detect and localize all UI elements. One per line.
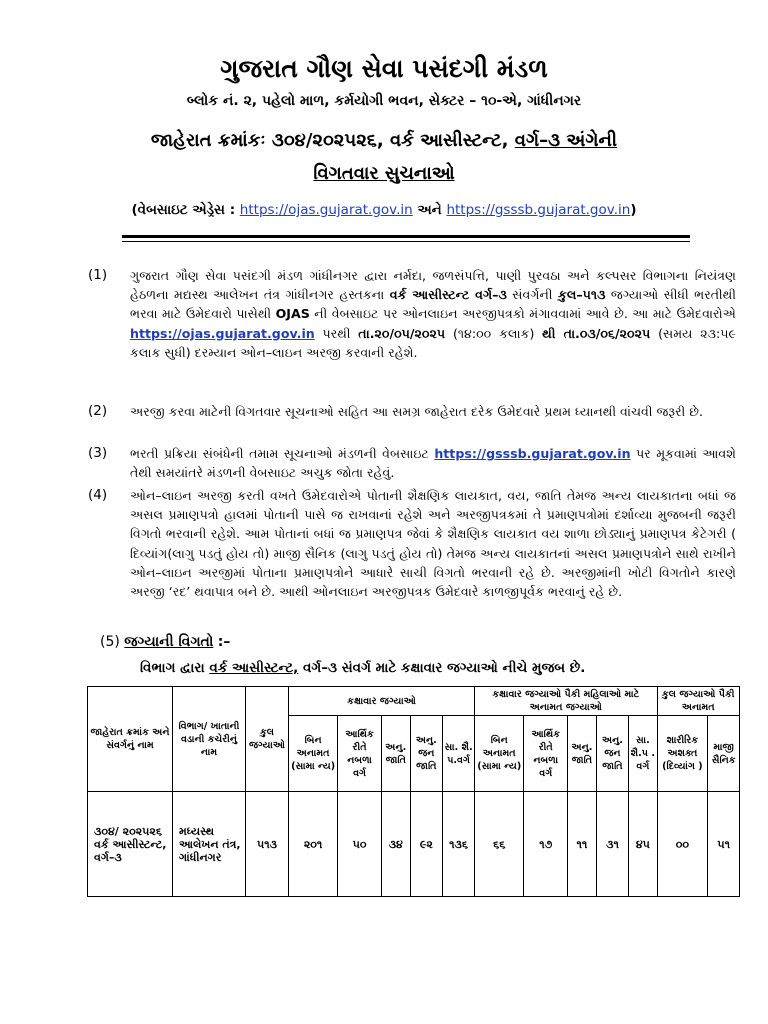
- website-and: અને: [417, 202, 442, 218]
- p1-start-date: તા.૨૦/૦૫/૨૦૨૫: [358, 325, 446, 341]
- p1-text-7: (સમય ૨૩:૫૯ કલાક સુધી) દરમ્યાન ઓન–લાઇન અરજી કરવાની રહેશે.: [130, 325, 736, 360]
- cell-value: ૩૧: [596, 792, 629, 897]
- sub-header: અનુ. જન જાતિ: [596, 716, 629, 792]
- cell-value: ૪૫: [629, 792, 657, 897]
- vacancy-table: [87, 686, 740, 897]
- p1-ojas: OJAS: [275, 306, 310, 322]
- paragraph-number: (1): [88, 267, 108, 283]
- gsssb-link[interactable]: https://gsssb.gujarat.gov.in: [446, 202, 631, 218]
- p2-text: અરજી કરવા માટેની વિગતવાર સૂચનાઓ સહિત આ સમગ્ર જાહેરાત દરેક ઉમેદવારે પ્રથમ ધ્યાનથી વાંચવી જરૂરી છે.: [130, 404, 703, 419]
- paragraph-number: (4): [88, 487, 108, 503]
- cell-value: ૨૦૧: [289, 792, 338, 897]
- sub-header: સા. શૈ.પ . વર્ગ: [629, 716, 657, 792]
- sub-header: સા. શૈ. પ.વર્ગ: [443, 716, 475, 792]
- page-title: ગુજરાત ગૌણ સેવા પસંદગી મંડળ: [220, 54, 548, 83]
- paragraph-number: (5): [100, 634, 120, 650]
- p1-text-2: સંવર્ગની: [512, 287, 553, 303]
- sub-header: આર્થિક રીતે નબળા વર્ગ: [338, 716, 382, 792]
- divider-thin: [122, 241, 690, 242]
- website-label: (વેબસાઇટ એડ્રેસ :: [131, 202, 236, 218]
- office-address: બ્લોક નં. ૨, પહેલો માળ, કર્મયોગી ભવન, સેક્ટર – ૧૦-એ, ગાંધીનગર: [186, 93, 582, 109]
- sub-header: બિન અનામત (સામા ન્ય): [289, 716, 338, 792]
- p1-text-1: ગુજરાત ગૌણ સેવા પસંદગી મંડળ ગાંધીનગર દ્વારા નર્મદા, જળસંપત્તિ, પાણી પુરવઠા અને કલ્પસર વિભાગના નિયંત્રણ હેઠળના મદ્યસ્થ આલેખન તંત્ર ગાંધીનગર હસ્તકના: [130, 268, 736, 303]
- p3-text-1: ભરતી પ્રક્રિયા સંબંધેની તમામ સૂચનાઓ મંડળની વેબસાઇટ: [130, 446, 429, 461]
- divider-thick: [122, 235, 690, 238]
- cell-value: ૩૪: [381, 792, 410, 897]
- cell-total: ૫૧૩: [246, 792, 289, 897]
- p3-gsssb-link[interactable]: https://gsssb.gujarat.gov.in: [434, 446, 631, 461]
- adv-subtitle-wrap: [0, 163, 768, 184]
- p1-post-name: વર્ક આસીસ્ટન્ટ વર્ગ–૩: [389, 287, 507, 303]
- website-line: [0, 202, 768, 218]
- paragraph-2: [88, 402, 736, 421]
- cell-value: ૦૦: [657, 792, 708, 897]
- table-intro: [140, 660, 585, 676]
- paragraph-number: (2): [88, 403, 108, 419]
- adv-number: જાહેરાત ક્રમાંકઃ ૩૦૪/૨૦૨૫૨૬,: [150, 130, 384, 151]
- p1-text-5: પરથી: [322, 325, 351, 341]
- section-5-suffix: :–: [217, 634, 231, 650]
- header-reserved: કુલ જગ્યાઓ પૈકી અનામત: [657, 687, 739, 716]
- sub-header: માજી સૈનિક: [708, 716, 740, 792]
- paragraph-number: (3): [88, 445, 108, 461]
- section-5-heading: [100, 634, 230, 650]
- adv-subtitle: વિગતવાર સુચનાઓ: [313, 163, 455, 184]
- p1-text-3: જગ્યાઓ સીધી ભરતીથી ભરવા માટે ઉમેદવારો પાસેથી: [130, 287, 736, 322]
- cell-value: ૯૨: [410, 792, 443, 897]
- intro-post: વર્ક આસીસ્ટન્ટ,: [209, 660, 299, 676]
- sub-header: આર્થિક રીતે નબળા વર્ગ: [524, 716, 568, 792]
- adv-post: વર્ક આસીસ્ટન્ટ,: [389, 130, 509, 151]
- paragraph-3: [88, 444, 736, 482]
- table-row: [88, 792, 740, 897]
- cell-value: ૫૦: [338, 792, 382, 897]
- intro-pre: વિભાગ દ્વારા: [140, 660, 205, 676]
- header-women: કક્ષાવાર જગ્યાઓ પૈકી મહિલાઓ માટે અનામત જગ્યાઓ: [475, 687, 657, 716]
- cell-dept: મધ્યસ્થ આલેખન તંત્ર, ગાંધીનગર: [173, 792, 246, 897]
- sub-header: અનુ. જન જાતિ: [410, 716, 443, 792]
- header-dept: વિભાગ/ ખાતાની વડાની કચેરીનું નામ: [173, 687, 246, 792]
- p4-text: ઓન–લાઇન અરજી કરતી વખતે ઉમેદવારોએ પોતાની શૈક્ષણિક લાયકાત, વય, જાતિ તેમજ અન્ય લાયકાતના બધાં જ અસલ પ્રમાણપત્રો હાલમાં પોતાની પાસે જ રાખવાનાં રહેશે અને અરજીપત્રકમાં તે પ્રમાણપત્રોમાં દર્શાવ્યા મુજબની જરૂરી વિગતો ભરવાની રહેશે. આમ પોતાનાં બધાં જ પ્રમાણપત્ર જેવાં કે શૈક્ષણિક લાયકાત વય શાળા છોડ્યાનું પ્રમાણપત્ર કેટેગરી ( દિવ્યાંગ(લાગુ પડતું હોય તો) માજી સૈનિક (લાગુ પડતું હોય તો) તેમજ અન્ય લાયકાતનાં અસલ પ્રમાણપત્રોને સાથે રાખીને ઓન–લાઇન અરજીમાં પોતાના પ્રમાણપત્રોને આધારે સાચી વિગતો ભરવાની રહે છે. અરજીમાંની ખોટી વિગતોને કારણે અરજી ‘રદ’ થવાપાત્ર બને છે. આથી ઓનલાઇન અરજીપત્રક ઉમેદવારે કાળજીપૂર્વક ભરવાનું રહે છે.: [130, 488, 736, 600]
- paragraph-1: [88, 266, 736, 362]
- section-5-label: જગ્યાની વિગતો: [124, 634, 214, 650]
- website-close: ): [630, 202, 637, 218]
- paragraph-4: [88, 486, 736, 601]
- header-category: કક્ષાવાર જગ્યાઓ: [289, 687, 475, 716]
- header-total: કુલ જગ્યાઓ: [246, 687, 289, 792]
- p1-end-date: થી તા.૦૩/૦૬/૨૦૨૫: [542, 325, 651, 341]
- p1-text-4: ની વેબસાઇટ પર ઓનલાઇન અરજીપત્રકો મંગાવવામાં આવે છે. આ માટે ઉમેદવારોએ: [314, 306, 736, 322]
- p1-start-time: (૧૪:૦૦ કલાક): [452, 325, 535, 341]
- intro-rest: વર્ગ–૩ સંવર્ગ માટે કક્ષાવાર જગ્યાઓ નીચે મુજબ છે.: [303, 660, 586, 676]
- cell-adv: ૩૦૪/ ૨૦૨૫૨૬ વર્ક આસીસ્ટન્ટ, વર્ગ–૩: [88, 792, 173, 897]
- advertisement-heading: [0, 130, 768, 151]
- cell-value: ૧૭: [524, 792, 568, 897]
- p1-ojas-link[interactable]: https://ojas.gujarat.gov.in: [130, 325, 315, 341]
- sub-header: શારીરિક અશક્ત (દિવ્યાંગ ): [657, 716, 708, 792]
- ojas-link[interactable]: https://ojas.gujarat.gov.in: [239, 202, 413, 218]
- sub-header: અનુ. જાતિ: [381, 716, 410, 792]
- sub-header: બિન અનામત (સામા ન્ય): [475, 716, 524, 792]
- p1-total-posts: કુલ–૫૧૩: [557, 287, 606, 303]
- cell-value: ૧૩૬: [443, 792, 475, 897]
- sub-header: અનુ. જાતિ: [568, 716, 597, 792]
- header-adv: જાહેરાત ક્રમાંક અને સંવર્ગનું નામ: [88, 687, 173, 792]
- cell-value: ૧૧: [568, 792, 597, 897]
- p3-text-2: પર મૂકવામાં આવશે તેથી સમયાંતરે મંડળની વેબસાઇટ અચુક જોતા રહેવું.: [130, 446, 736, 481]
- adv-class: વર્ગ–૩ અંગેની: [514, 130, 618, 151]
- cell-value: ૬૬: [475, 792, 524, 897]
- cell-value: ૫૧: [708, 792, 740, 897]
